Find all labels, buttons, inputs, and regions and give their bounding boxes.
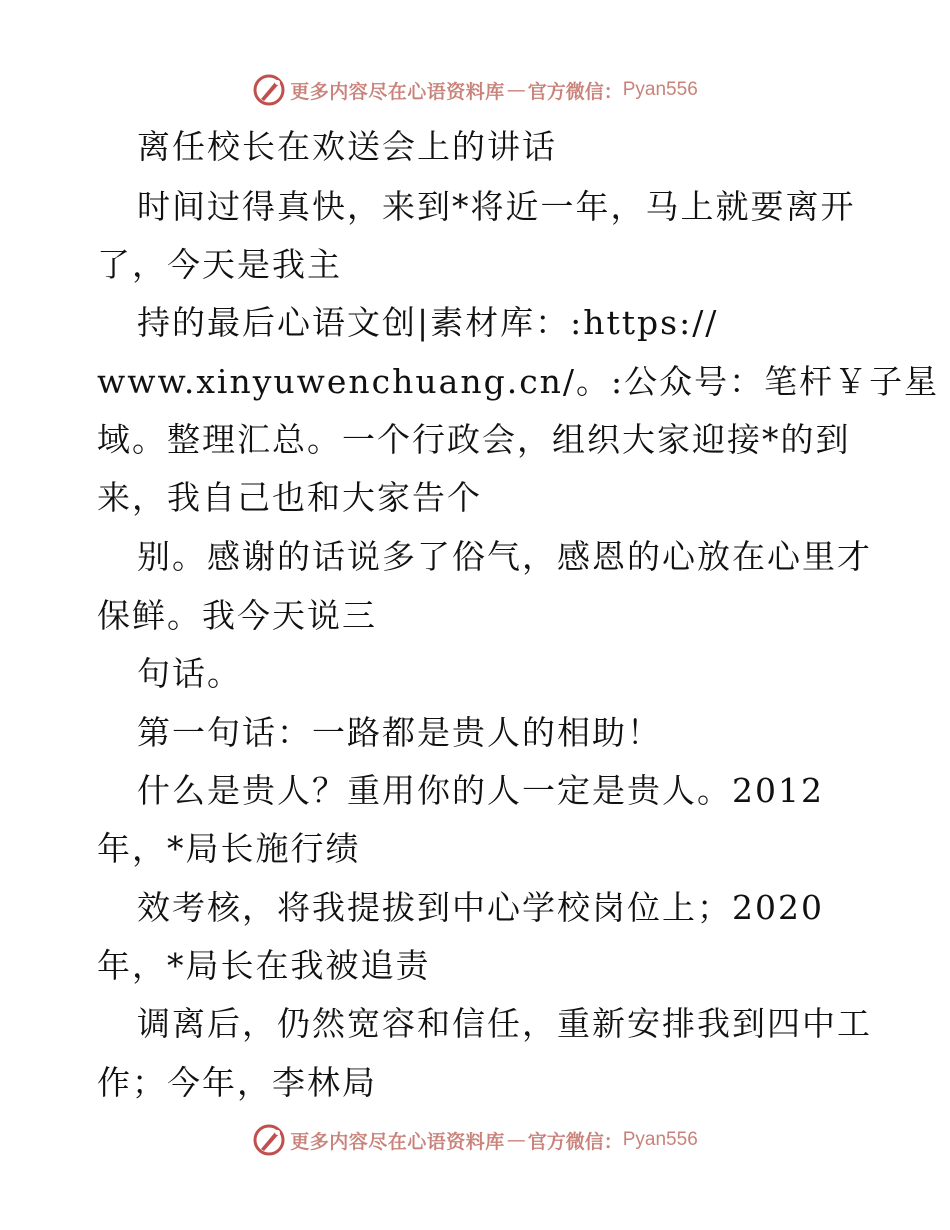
paragraph-line: 什么是贵人？重用你的人一定是贵人。2012	[137, 771, 824, 810]
paragraph-line: 时间过得真快，来到*将近一年，马上就要离开	[137, 187, 856, 226]
paragraph-line: 持的最后心语文创|素材库：:https://	[137, 303, 719, 342]
watermark-official-label: 官方微信：	[527, 80, 623, 103]
section-heading: 第一句话：一路都是贵人的相助！	[137, 713, 662, 752]
watermark-official-label: 官方微信：	[527, 1130, 623, 1153]
watermark-dash: —	[506, 1129, 526, 1151]
paragraph-line: 来，我自己也和大家告个	[97, 478, 482, 517]
document-title: 离任校长在欢送会上的讲话	[137, 127, 557, 166]
watermark-dash: —	[506, 79, 526, 101]
paragraph-line: 别。感谢的话说多了俗气，感恩的心放在心里才	[137, 537, 872, 576]
header-watermark	[0, 70, 950, 110]
paragraph-line: 效考核，将我提拔到中心学校岗位上；2020	[137, 888, 824, 927]
paragraph-line: www.xinyuwenchuang.cn/。:公众号：笔杆￥子星	[97, 362, 940, 401]
paragraph-line: 句话。	[137, 654, 242, 693]
paragraph-line: 域。整理汇总。一个行政会，组织大家迎接*的到	[97, 420, 851, 459]
paragraph-line: 了，今天是我主	[97, 245, 342, 284]
footer-watermark	[0, 1120, 950, 1160]
quill-pen-circle-icon	[252, 1123, 286, 1157]
watermark-wechat-id: Pyan556	[622, 79, 698, 100]
paragraph-line: 调离后，仍然宽容和信任，重新安排我到四中工	[137, 1004, 872, 1043]
paragraph-line: 年，*局长施行绩	[97, 829, 361, 868]
watermark-wechat-id: Pyan556	[622, 1129, 698, 1150]
paragraph-line: 作；今年，李林局	[97, 1063, 377, 1102]
paragraph-line: 保鲜。我今天说三	[97, 596, 377, 635]
watermark-text: 更多内容尽在心语资料库	[290, 1130, 505, 1153]
quill-pen-circle-icon	[252, 73, 286, 107]
paragraph-line: 年，*局长在我被追责	[97, 946, 431, 985]
watermark-text: 更多内容尽在心语资料库	[290, 80, 505, 103]
